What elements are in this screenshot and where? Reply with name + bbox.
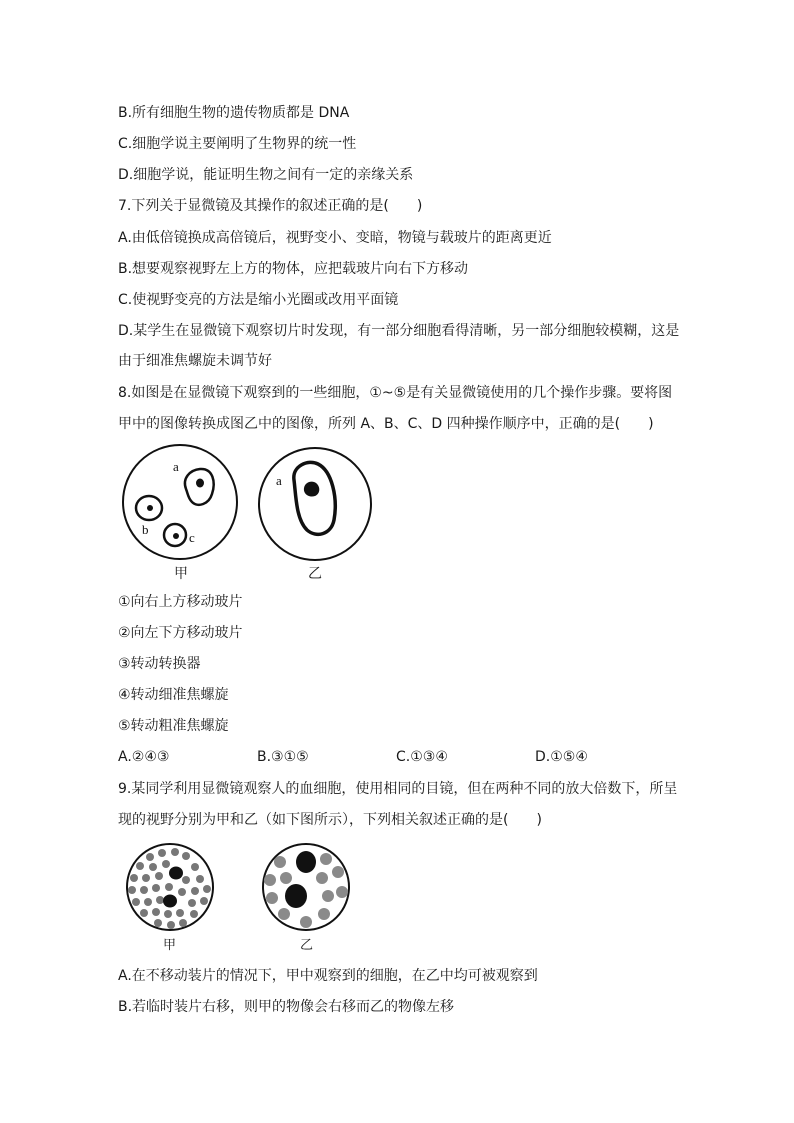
question-8-option-b: B.③①⑤ (257, 749, 309, 765)
question-7-option-a: A.由低倍镜换成高倍镜后，视野变小、变暗，物镜与载玻片的距离更近 (118, 230, 552, 246)
question-9-stem-line1: 9.某同学利用显微镜观察人的血细胞，使用相同的目镜，但在两种不同的放大倍数下，所呈 (118, 781, 678, 797)
label-b: b (142, 522, 149, 537)
label-c: c (189, 530, 195, 545)
microscope-field-yi (256, 442, 381, 577)
question-8-stem-line2: 甲中的图像转换成图乙中的图像，所列 A、B、C、D 四种操作顺序中，正确的是( ) (118, 416, 654, 432)
caption-yi: 乙 (308, 566, 322, 582)
cell-a-magnified (294, 462, 335, 534)
step-2: ②向左下方移动玻片 (118, 625, 243, 641)
question-8-option-a: A.②④③ (118, 749, 170, 765)
question-8-option-d: D.①⑤④ (535, 749, 588, 765)
question-7-option-c: C.使视野变亮的方法是缩小光圈或改用平面镜 (118, 292, 399, 308)
label-a: a (173, 459, 179, 474)
step-3: ③转动转换器 (118, 656, 201, 672)
microscope-field-jia (120, 442, 245, 577)
blood-field-jia (120, 842, 220, 942)
line-b-dna: B.所有细胞生物的遗传物质都是 DNA (118, 105, 350, 121)
line-c-unity: C.细胞学说主要阐明了生物界的统一性 (118, 136, 357, 152)
question-7-option-b: B.想要观察视野左上方的物体，应把载玻片向右下方移动 (118, 261, 469, 277)
caption-jia-blood: 甲 (163, 938, 177, 953)
caption-jia: 甲 (174, 566, 188, 582)
question-8-option-c: C.①③④ (396, 749, 448, 765)
step-1: ①向右上方移动玻片 (118, 594, 243, 610)
question-7-stem: 7.下列关于显微镜及其操作的叙述正确的是( ) (118, 198, 423, 214)
question-7-option-d-line2: 由于细准焦螺旋未调节好 (118, 353, 272, 369)
question-9-option-b: B.若临时装片右移，则甲的物像会右移而乙的物像左移 (118, 999, 455, 1015)
question-7-option-d-line1: D.某学生在显微镜下观察切片时发现，有一部分细胞看得清晰，另一部分细胞较模糊，这是 (118, 323, 680, 339)
label-a-magnified: a (276, 473, 282, 488)
caption-yi-blood: 乙 (300, 938, 314, 953)
question-9-stem-line2: 现的视野分别为甲和乙（如下图所示），下列相关叙述正确的是( ) (118, 812, 542, 828)
question-9-option-a: A.在不移动装片的情况下，甲中观察到的细胞，在乙中均可被观察到 (118, 968, 538, 984)
step-4: ④转动细准焦螺旋 (118, 687, 229, 703)
step-5: ⑤转动粗准焦螺旋 (118, 718, 229, 734)
blood-field-yi (256, 842, 356, 942)
question-8-stem-line1: 8.如图是在显微镜下观察到的一些细胞，①~⑤是有关显微镜使用的几个操作步骤。要将图 (118, 385, 673, 401)
line-d-kinship: D.细胞学说，能证明生物之间有一定的亲缘关系 (118, 167, 414, 183)
